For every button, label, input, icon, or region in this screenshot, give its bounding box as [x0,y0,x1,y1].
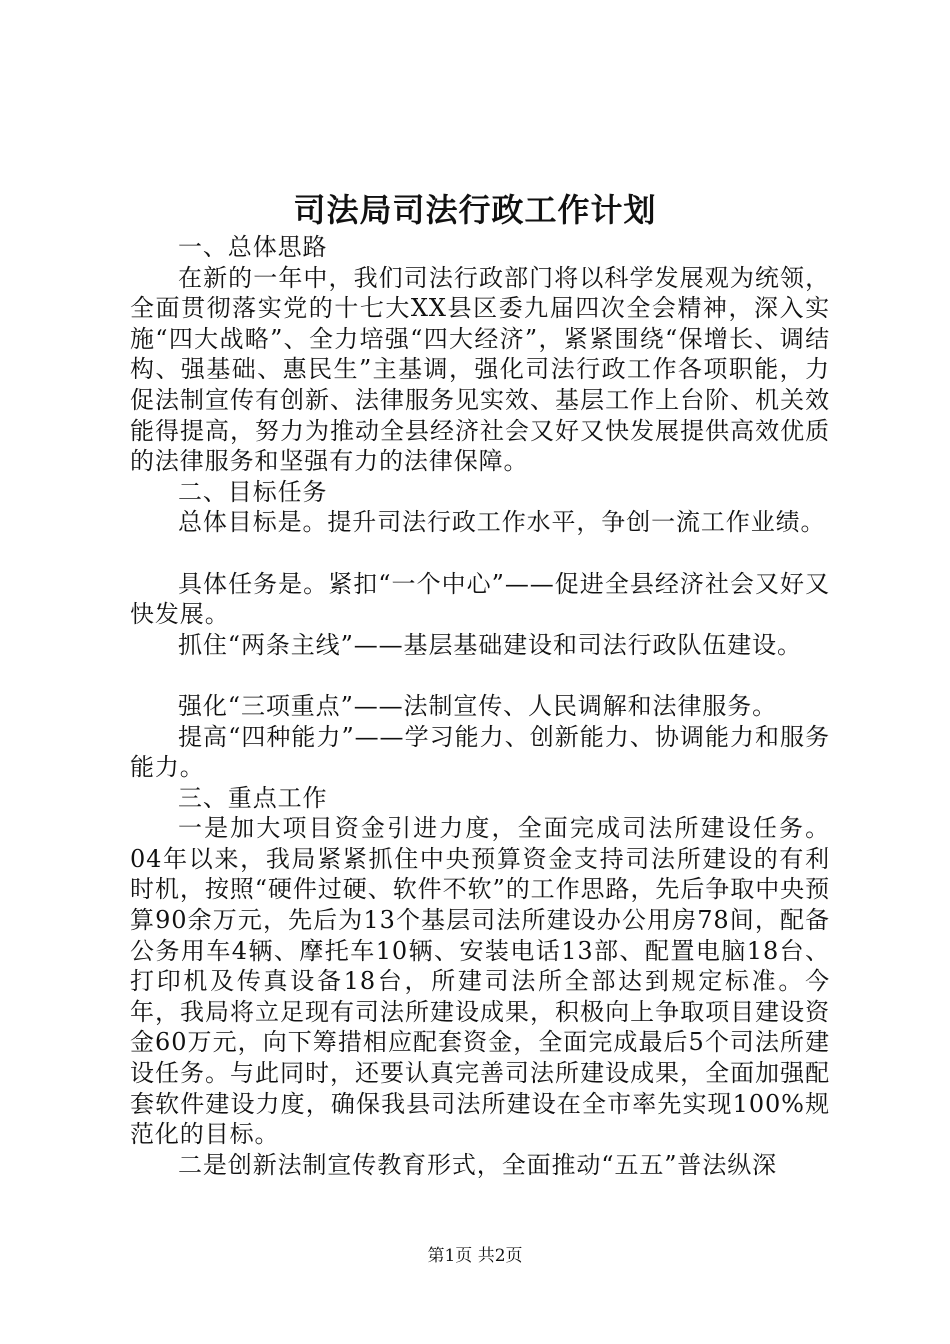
paragraph-overall-approach: 在新的一年中，我们司法行政部门将以科学发展观为统领，全面贯彻落实党的十七大XX县区委九届四次全会精神，深入实施“四大战略”、全力培强“四大经济”，紧紧围绕“保增长、调结构、强基础、惠民生”主基调，强化司法行政工作各项职能，力促法制宣传有创新、法律服务见实效、基层工作上台阶、机关效能得提高，努力为推动全县经济社会又好又快发展提供高效优质的法律服务和坚强有力的法律保障。 [130,263,830,476]
paragraph-three-priorities: 强化“三项重点”——法制宣传、人民调解和法律服务。 [178,691,778,720]
section-heading-3: 三、重点工作 [178,783,328,812]
paragraph-overall-goal: 总体目标是。提升司法行政工作水平，争创一流工作业绩。 [178,508,826,537]
paragraph-specific-tasks: 具体任务是。紧扣“一个中心”——促进全县经济社会又好又快发展。 [130,569,830,629]
paragraph-two-main-lines: 抓住“两条主线”——基层基础建设和司法行政队伍建设。 [178,630,802,659]
page-footer: 第1页 共2页 [427,1246,523,1266]
section-heading-1: 一、总体思路 [178,233,328,261]
document-body [130,232,830,1180]
page-title: 司法局司法行政工作计划 [293,191,657,229]
section-heading-2: 二、目标任务 [178,477,328,506]
paragraph-key-work-1: 一是加大项目资金引进力度，全面完成司法所建设任务。04年以来，我局紧紧抓住中央预算资金支持司法所建设的有利时机，按照“硬件过硬、软件不软”的工作思路，先后争取中央预算90余万元，先后为13个基层司法所建设办公用房78间，配备公务用车4辆、摩托车10辆、安装电话13部、配置电脑18台、打印机及传真设备18台，所建司法所全部达到规定标准。今年，我局将立足现有司法所建设成果，积极向上争取项目建设资金60万元，向下筹措相应配套资金，全面完成最后5个司法所建设任务。与此同时，还要认真完善司法所建设成果，全面加强配套软件建设力度，确保我县司法所建设在全市率先实现100%规范化的目标。 [130,814,830,1149]
paragraph-key-work-2: 二是创新法制宣传教育形式，全面推动“五五”普法纵深 [178,1150,778,1179]
paragraph-four-abilities: 提高“四种能力”——学习能力、创新能力、协调能力和服务能力。 [130,722,830,782]
